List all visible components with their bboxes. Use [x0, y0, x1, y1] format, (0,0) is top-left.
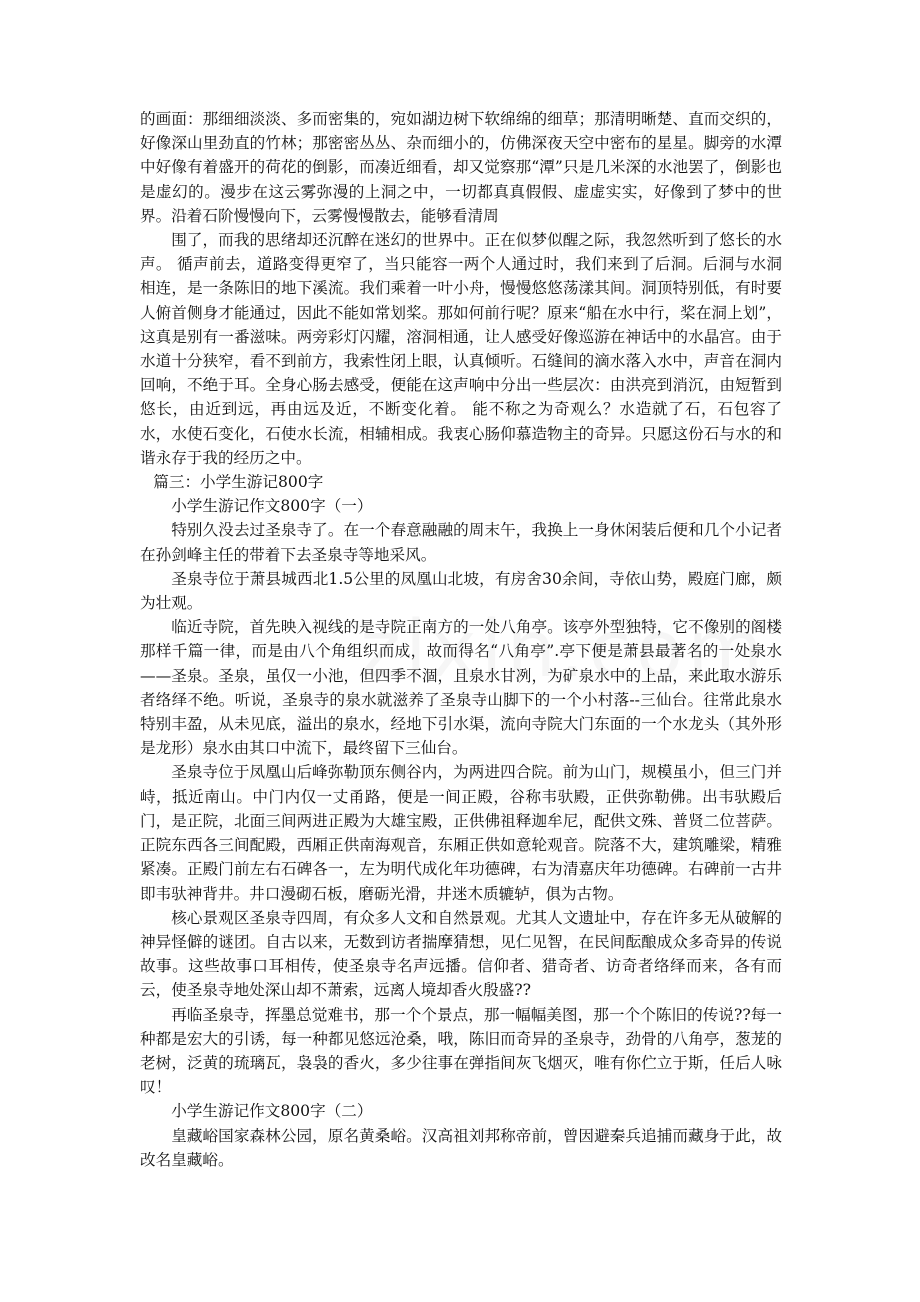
- section-heading: 篇三：小学生游记800字: [153, 473, 324, 492]
- paragraph-back-cave: 围了，而我的思绪却还沉醉在迷幻的世界中。正在似梦似醒之际，我忽然听到了悠长的水声。 循声前去，道路变得更窄了，当只能容一两个人通过时，我们来到了后洞。后洞与水洞相连，是一条陈旧的地下溪流。我们乘着一叶小舟，慢慢悠悠荡漾其间。洞顶特别低，有时要人俯首侧身才能通过，因此不能如常划桨。那如何前行呢？原来“船在水中行，桨在洞上划”，这真是别有一番滋味。两旁彩灯闪耀，溶洞相通，让人感受好像巡游在神话中的水晶宫。由于水道十分狭窄，看不到前方，我索性闭上眼，认真倾听。石缝间的滴水落入水中，声音在洞内回响，不绝于耳。全身心肠去感受，便能在这声响中分出一些层次：由洪亮到消沉，由短暂到悠长，由近到远，再由远及近，不断变化着。 能不称之为奇观么？水造就了石，石包容了水，水使石变化，石使水长流，相辅相成。我衷心肠仰慕造物主的奇异。只愿这份石与水的和谐永存于我的经历之中。: [140, 231, 782, 467]
- paragraph-location: 圣泉寺位于萧县城西北1.5公里的凤凰山北坡，有房舍30余间，寺依山势，殿庭门廊，颇为壮观。: [140, 569, 782, 613]
- document-body: [140, 107, 782, 1172]
- paragraph-continuation: 的画面：那细细淡淡、多而密集的，宛如湖边树下软绵绵的细草；那清明晰楚、直而交织的，好像深山里劲直的竹林；那密密丛丛、杂而细小的，仿佛深夜天空中密布的星星。脚旁的水潭中好像有着盛开的荷花的倒影，而凑近细看，却又觉察那“潭”只是几米深的水池罢了，倒影也是虚幻的。漫步在这云雾弥漫的上洞之中，一切都真真假假、虚虚实实，好像到了梦中的世界。沿着石阶慢慢向下，云雾慢慢散去，能够看清周: [140, 110, 782, 225]
- essay-title-2: 小学生游记作文800字（二）: [171, 1102, 373, 1121]
- paragraph-legends: 核心景观区圣泉寺四周，有众多人文和自然景观。尤其人文遗址中，存在许多无从破解的神异怪僻的谜团。自古以来，无数到访者揣摩猜想，见仁见智，在民间酝酿成众多奇异的传说故事。这些故事口耳相传，使圣泉寺名声远播。信仰者、猎奇者、访奇者络绎而来，各有而云，使圣泉寺地处深山却不萧索，远离人境却香火殷盛??: [140, 908, 782, 1000]
- paragraph-intro: 特别久没去过圣泉寺了。在一个春意融融的周末午，我换上一身休闲装后便和几个小记者在孙剑峰主任的带着下去圣泉寺等地采风。: [140, 521, 782, 564]
- paragraph-huangcangyu: 皇藏峪国家森林公园，原名黄桑峪。汉高祖刘邦称帝前，曾因避秦兵追捕而藏身于此，故改名皇藏峪。: [140, 1126, 782, 1169]
- essay-title-1: 小学生游记作文800字（一）: [171, 497, 373, 516]
- paragraph-temple-layout: 圣泉寺位于凤凰山后峰弥勒顶东侧谷内，为两进四合院。前为山门，规模虽小，但三门并峙，抵近南山。中门内仅一丈甬路，便是一间正殿，谷称韦驮殿，正供弥勒佛。出韦驮殿后门，是正院，北面三间两进正殿为大雄宝殿，正供佛祖释迦牟尼，配供文殊、普贤二位菩萨。正院东西各三间配殿，西厢正供南海观音，东厢正供如意轮观音。院落不大，建筑雕梁，精雅紧凑。正殿门前左右石碑各一，左为明代成化年功德碑，右为清嘉庆年功德碑。右碑前一古井即韦驮神背井。井口漫砌石板，磨砺光滑，井迷木质辘轳，俱为古物。: [140, 763, 782, 903]
- paragraph-pavilion: 临近寺院，首先映入视线的是寺院正南方的一处八角亭。该亭外型独特，它不像别的阁楼那样千篇一律，而是由八个角组织而成，故而得名“八角亭”.亭下便是萧县最著名的一处泉水——圣泉。圣泉，虽仅一小池，但四季不涸，且泉水甘冽，为矿泉水中的上品，来此取水游乐者络绎不绝。听说，圣泉寺的泉水就滋养了圣泉寺山脚下的一个小村落--三仙台。往常此泉水特别丰盈，从未见底，溢出的泉水，经地下引水渠，流向寺院大门东面的一个水龙头（其外形是龙形）泉水由其口中流下，最终留下三仙台。: [140, 618, 782, 758]
- paragraph-revisit: 再临圣泉寺，挥墨总觉难书，那一个个景点，那一幅幅美图，那一个个陈旧的传说??每一种都是宏大的引诱，每一种都见悠远沧桑，哦，陈旧而奇异的圣泉寺，劲骨的八角亭，葱茏的老树，泛黄的琉璃瓦，袅袅的香火，多少往事在弹指间灰飞烟灭，唯有你伫立于斯，任后人咏叹！: [140, 1005, 782, 1097]
